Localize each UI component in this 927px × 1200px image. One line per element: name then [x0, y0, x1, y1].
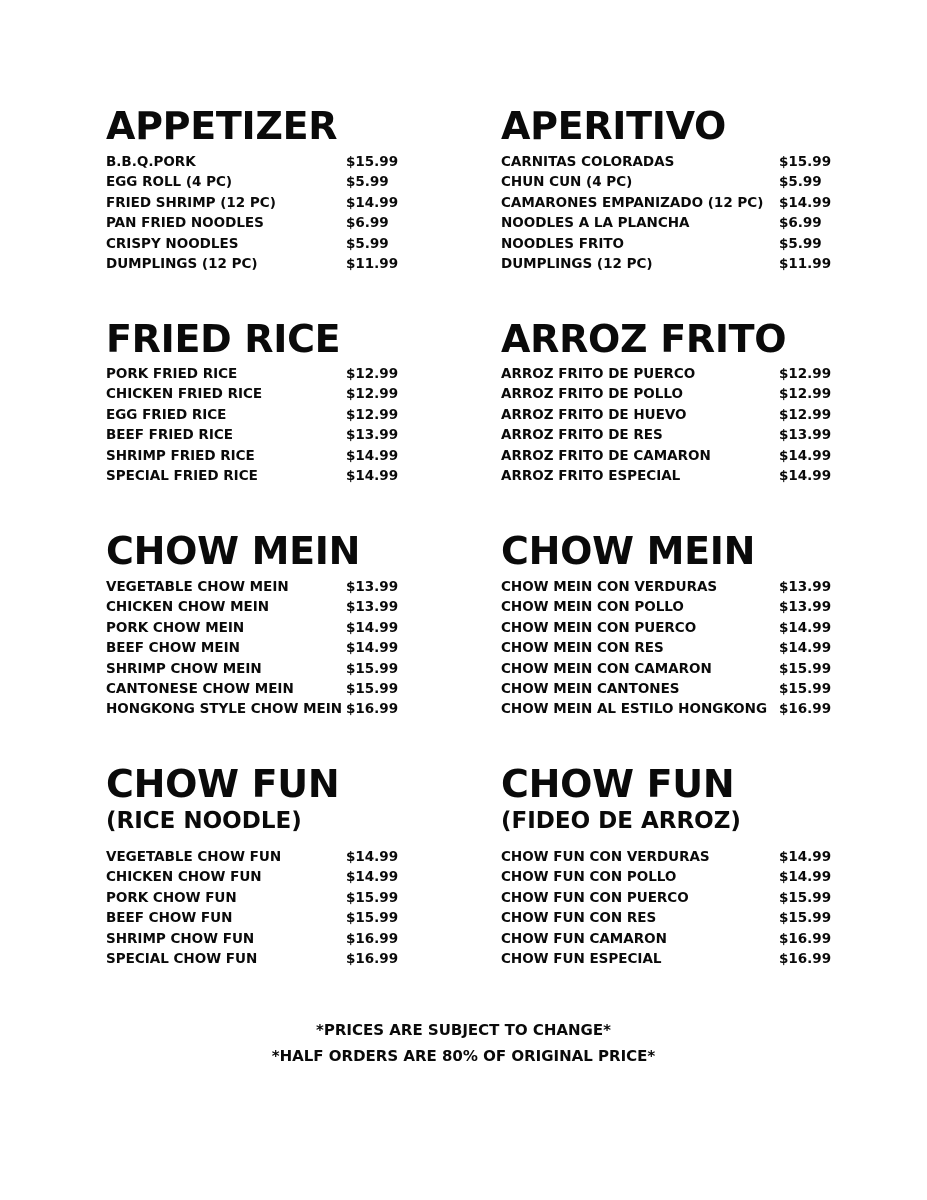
menu-item: [106, 888, 406, 908]
menu-item-price: $16.99: [346, 950, 399, 967]
menu-item-name: HONGKONG STYLE CHOW MEIN: [106, 701, 343, 718]
menu-item-name: CHOW FUN CAMARON: [501, 930, 667, 947]
menu-item-price: $14.99: [346, 869, 399, 886]
menu-item-name: SHRIMP CHOW FUN: [106, 930, 255, 947]
menu-item-price: $15.99: [346, 680, 399, 697]
menu-item-price: $13.99: [779, 599, 832, 616]
menu-item: [501, 679, 831, 699]
menu-item-price: $13.99: [346, 579, 399, 595]
spanish-section-1: [501, 105, 831, 147]
section-title: APERITIVO: [501, 104, 727, 148]
menu-item-name: ARROZ FRITO DE RES: [501, 427, 663, 444]
menu-item: [501, 577, 831, 597]
menu-item: [501, 213, 831, 233]
menu-item: [106, 384, 406, 404]
menu-item-name: FRIED SHRIMP (12 PC): [106, 194, 276, 211]
menu-item: [501, 425, 831, 445]
english-section-1: [106, 105, 406, 147]
menu-item: [106, 908, 406, 928]
menu-item-price: $11.99: [779, 255, 832, 272]
menu-item-name: PORK FRIED RICE: [106, 366, 238, 382]
menu-item-name: CHUN CUN (4 PC): [501, 174, 633, 191]
menu-item-price: $13.99: [779, 427, 832, 444]
menu-item-price: $16.99: [779, 701, 832, 718]
menu-item-price: $5.99: [346, 174, 389, 191]
menu-item-price: $12.99: [346, 406, 399, 423]
menu-item: [501, 638, 831, 658]
menu-item-price: $15.99: [779, 154, 832, 170]
menu-item: [106, 847, 406, 867]
menu-item-price: $14.99: [779, 194, 832, 211]
menu-item: [501, 929, 831, 949]
menu-item-price: $13.99: [346, 599, 399, 616]
menu-item: [106, 213, 406, 233]
menu-item: [501, 659, 831, 679]
menu-item: [501, 597, 831, 617]
section-title: ARROZ FRITO: [501, 317, 787, 361]
menu-item: [106, 577, 406, 597]
spanish-section-2: [501, 318, 831, 360]
menu-item: [106, 364, 406, 384]
menu-item-name: SPECIAL CHOW FUN: [106, 950, 258, 967]
section-title: FRIED RICE: [106, 317, 341, 361]
menu-item: [106, 618, 406, 638]
menu-item-name: CHOW FUN CON RES: [501, 910, 657, 927]
menu-item-name: EGG ROLL (4 PC): [106, 174, 233, 191]
menu-item-price: $5.99: [346, 235, 389, 252]
menu-item: [501, 364, 831, 384]
menu-item-name: CHOW FUN CON VERDURAS: [501, 849, 710, 865]
menu-item-price: $12.99: [779, 366, 832, 382]
menu-item-price: $15.99: [779, 910, 832, 927]
menu-item-name: CHOW MEIN CON POLLO: [501, 599, 684, 616]
spanish-section-4: [501, 763, 831, 835]
menu-item: [106, 466, 406, 486]
section-subtitle: (FIDEO DE ARROZ): [501, 808, 741, 834]
menu-item: [501, 699, 831, 719]
menu-item: [501, 949, 831, 969]
menu-item: [501, 405, 831, 425]
menu-item-price: $14.99: [346, 467, 399, 484]
menu-item: [106, 254, 406, 274]
menu-item-name: CHOW MEIN CON RES: [501, 640, 664, 657]
menu-item: [106, 638, 406, 658]
menu-item-list: [501, 364, 831, 486]
menu-item-name: CHOW MEIN AL ESTILO HONGKONG: [501, 701, 768, 718]
menu-item-price: $14.99: [346, 619, 399, 636]
menu-item-name: CHICKEN CHOW FUN: [106, 869, 262, 886]
menu-item-name: CHICKEN CHOW MEIN: [106, 599, 270, 616]
menu-item-name: NOODLES FRITO: [501, 235, 625, 252]
menu-item-price: $5.99: [779, 174, 822, 191]
menu-item: [501, 193, 831, 213]
menu-item-price: $14.99: [346, 640, 399, 657]
menu-item-name: BEEF CHOW FUN: [106, 910, 233, 927]
menu-item-name: CHOW FUN CON POLLO: [501, 869, 677, 886]
menu-item-name: ARROZ FRITO DE POLLO: [501, 386, 683, 403]
menu-item: [106, 405, 406, 425]
menu-item: [501, 466, 831, 486]
menu-item-name: ARROZ FRITO DE PUERCO: [501, 366, 696, 382]
menu-item: [106, 172, 406, 192]
menu-item: [106, 234, 406, 254]
menu-item-price: $12.99: [779, 406, 832, 423]
menu-item-name: PORK CHOW FUN: [106, 889, 237, 906]
menu-item-price: $15.99: [346, 889, 399, 906]
menu-item: [106, 679, 406, 699]
menu-item: [501, 254, 831, 274]
menu-item-price: $13.99: [779, 579, 832, 595]
menu-item-name: SHRIMP FRIED RICE: [106, 447, 255, 464]
menu-item: [501, 618, 831, 638]
menu-item-name: ARROZ FRITO DE HUEVO: [501, 406, 687, 423]
menu-item-price: $14.99: [346, 194, 399, 211]
menu-item-price: $5.99: [779, 235, 822, 252]
menu-item-name: NOODLES A LA PLANCHA: [501, 215, 690, 232]
menu-item-name: BEEF FRIED RICE: [106, 427, 233, 444]
menu-item-list: [106, 152, 406, 274]
menu-item: [106, 446, 406, 466]
menu-item: [501, 172, 831, 192]
section-title: CHOW MEIN: [106, 529, 361, 573]
menu-item-name: CANTONESE CHOW MEIN: [106, 680, 294, 697]
menu-item-name: CRISPY NOODLES: [106, 235, 239, 252]
menu-item: [501, 867, 831, 887]
menu-item-price: $6.99: [779, 215, 822, 232]
menu-item-price: $12.99: [346, 386, 399, 403]
menu-item-list: [501, 847, 831, 969]
english-section-4: [106, 763, 406, 835]
menu-item-price: $16.99: [346, 930, 399, 947]
footer-half-order-note: *HALF ORDERS ARE 80% OF ORIGINAL PRICE*: [271, 1047, 656, 1065]
menu-item-price: $16.99: [779, 930, 832, 947]
menu-item: [501, 384, 831, 404]
menu-item: [106, 152, 406, 172]
menu-item-list: [501, 577, 831, 720]
menu-item-name: EGG FRIED RICE: [106, 406, 227, 423]
menu-item-price: $15.99: [346, 910, 399, 927]
footer-price-change-note: *PRICES ARE SUBJECT TO CHANGE*: [316, 1021, 611, 1039]
menu-item-price: $14.99: [779, 467, 832, 484]
menu-item-name: SHRIMP CHOW MEIN: [106, 660, 262, 677]
section-title: CHOW FUN: [106, 762, 340, 806]
section-title: CHOW MEIN: [501, 529, 756, 573]
menu-item: [106, 929, 406, 949]
menu-item-name: DUMPLINGS (12 PC): [106, 255, 258, 272]
menu-item: [106, 949, 406, 969]
menu-item-price: $15.99: [346, 154, 399, 170]
menu-item-price: $16.99: [779, 950, 832, 967]
menu-item-name: ARROZ FRITO ESPECIAL: [501, 467, 681, 484]
menu-item-name: CARNITAS COLORADAS: [501, 154, 675, 170]
spanish-section-3: [501, 530, 831, 572]
menu-item-price: $15.99: [779, 660, 832, 677]
menu-item-price: $13.99: [346, 427, 399, 444]
menu-item-name: CAMARONES EMPANIZADO (12 PC): [501, 194, 764, 211]
menu-item-list: [106, 364, 406, 486]
menu-item: [106, 193, 406, 213]
menu-item-price: $12.99: [779, 386, 832, 403]
menu-item-name: CHOW FUN CON PUERCO: [501, 889, 689, 906]
menu-item-name: BEEF CHOW MEIN: [106, 640, 240, 657]
menu-item-list: [106, 847, 406, 969]
menu-item-list: [106, 577, 406, 720]
menu-item-name: VEGETABLE CHOW MEIN: [106, 579, 289, 595]
menu-item: [106, 867, 406, 887]
menu-item: [501, 908, 831, 928]
english-section-2: [106, 318, 406, 360]
menu-item-name: CHOW MEIN CON CAMARON: [501, 660, 712, 677]
menu-item-price: $6.99: [346, 215, 389, 232]
menu-item-price: $12.99: [346, 366, 399, 382]
menu-item: [106, 699, 406, 719]
menu-item-name: DUMPLINGS (12 PC): [501, 255, 653, 272]
menu-item-price: $11.99: [346, 255, 399, 272]
menu-item-name: B.B.Q.PORK: [106, 154, 196, 170]
menu-item-name: PAN FRIED NOODLES: [106, 215, 264, 232]
menu-item-name: SPECIAL FRIED RICE: [106, 467, 258, 484]
menu-item-name: PORK CHOW MEIN: [106, 619, 245, 636]
menu-item: [501, 446, 831, 466]
footer-notes: [0, 1017, 927, 1069]
menu-item-price: $14.99: [779, 640, 832, 657]
menu-item-price: $14.99: [779, 869, 832, 886]
section-title: CHOW FUN: [501, 762, 735, 806]
menu-item-price: $15.99: [346, 660, 399, 677]
menu-item: [501, 234, 831, 254]
section-subtitle: (RICE NOODLE): [106, 808, 302, 834]
menu-item-name: CHOW MEIN CON PUERCO: [501, 619, 697, 636]
menu-item-name: CHOW MEIN CANTONES: [501, 680, 680, 697]
menu-item-price: $15.99: [779, 889, 832, 906]
menu-item-price: $14.99: [779, 619, 832, 636]
section-title: APPETIZER: [106, 104, 338, 148]
menu-item: [106, 597, 406, 617]
menu-item-name: CHOW MEIN CON VERDURAS: [501, 579, 718, 595]
menu-item-name: CHOW FUN ESPECIAL: [501, 950, 662, 967]
menu-item-list: [501, 152, 831, 274]
menu-item-price: $16.99: [346, 701, 399, 718]
menu-item-name: VEGETABLE CHOW FUN: [106, 849, 282, 865]
menu-item: [106, 659, 406, 679]
menu-item-name: ARROZ FRITO DE CAMARON: [501, 447, 711, 464]
menu-item-price: $14.99: [779, 849, 832, 865]
menu-item-name: CHICKEN FRIED RICE: [106, 386, 263, 403]
menu-item-price: $14.99: [779, 447, 832, 464]
menu-item-price: $14.99: [346, 849, 399, 865]
menu-item-price: $15.99: [779, 680, 832, 697]
english-section-3: [106, 530, 406, 572]
menu-item: [501, 847, 831, 867]
menu-item: [501, 888, 831, 908]
menu-item-price: $14.99: [346, 447, 399, 464]
menu-item: [501, 152, 831, 172]
menu-item: [106, 425, 406, 445]
